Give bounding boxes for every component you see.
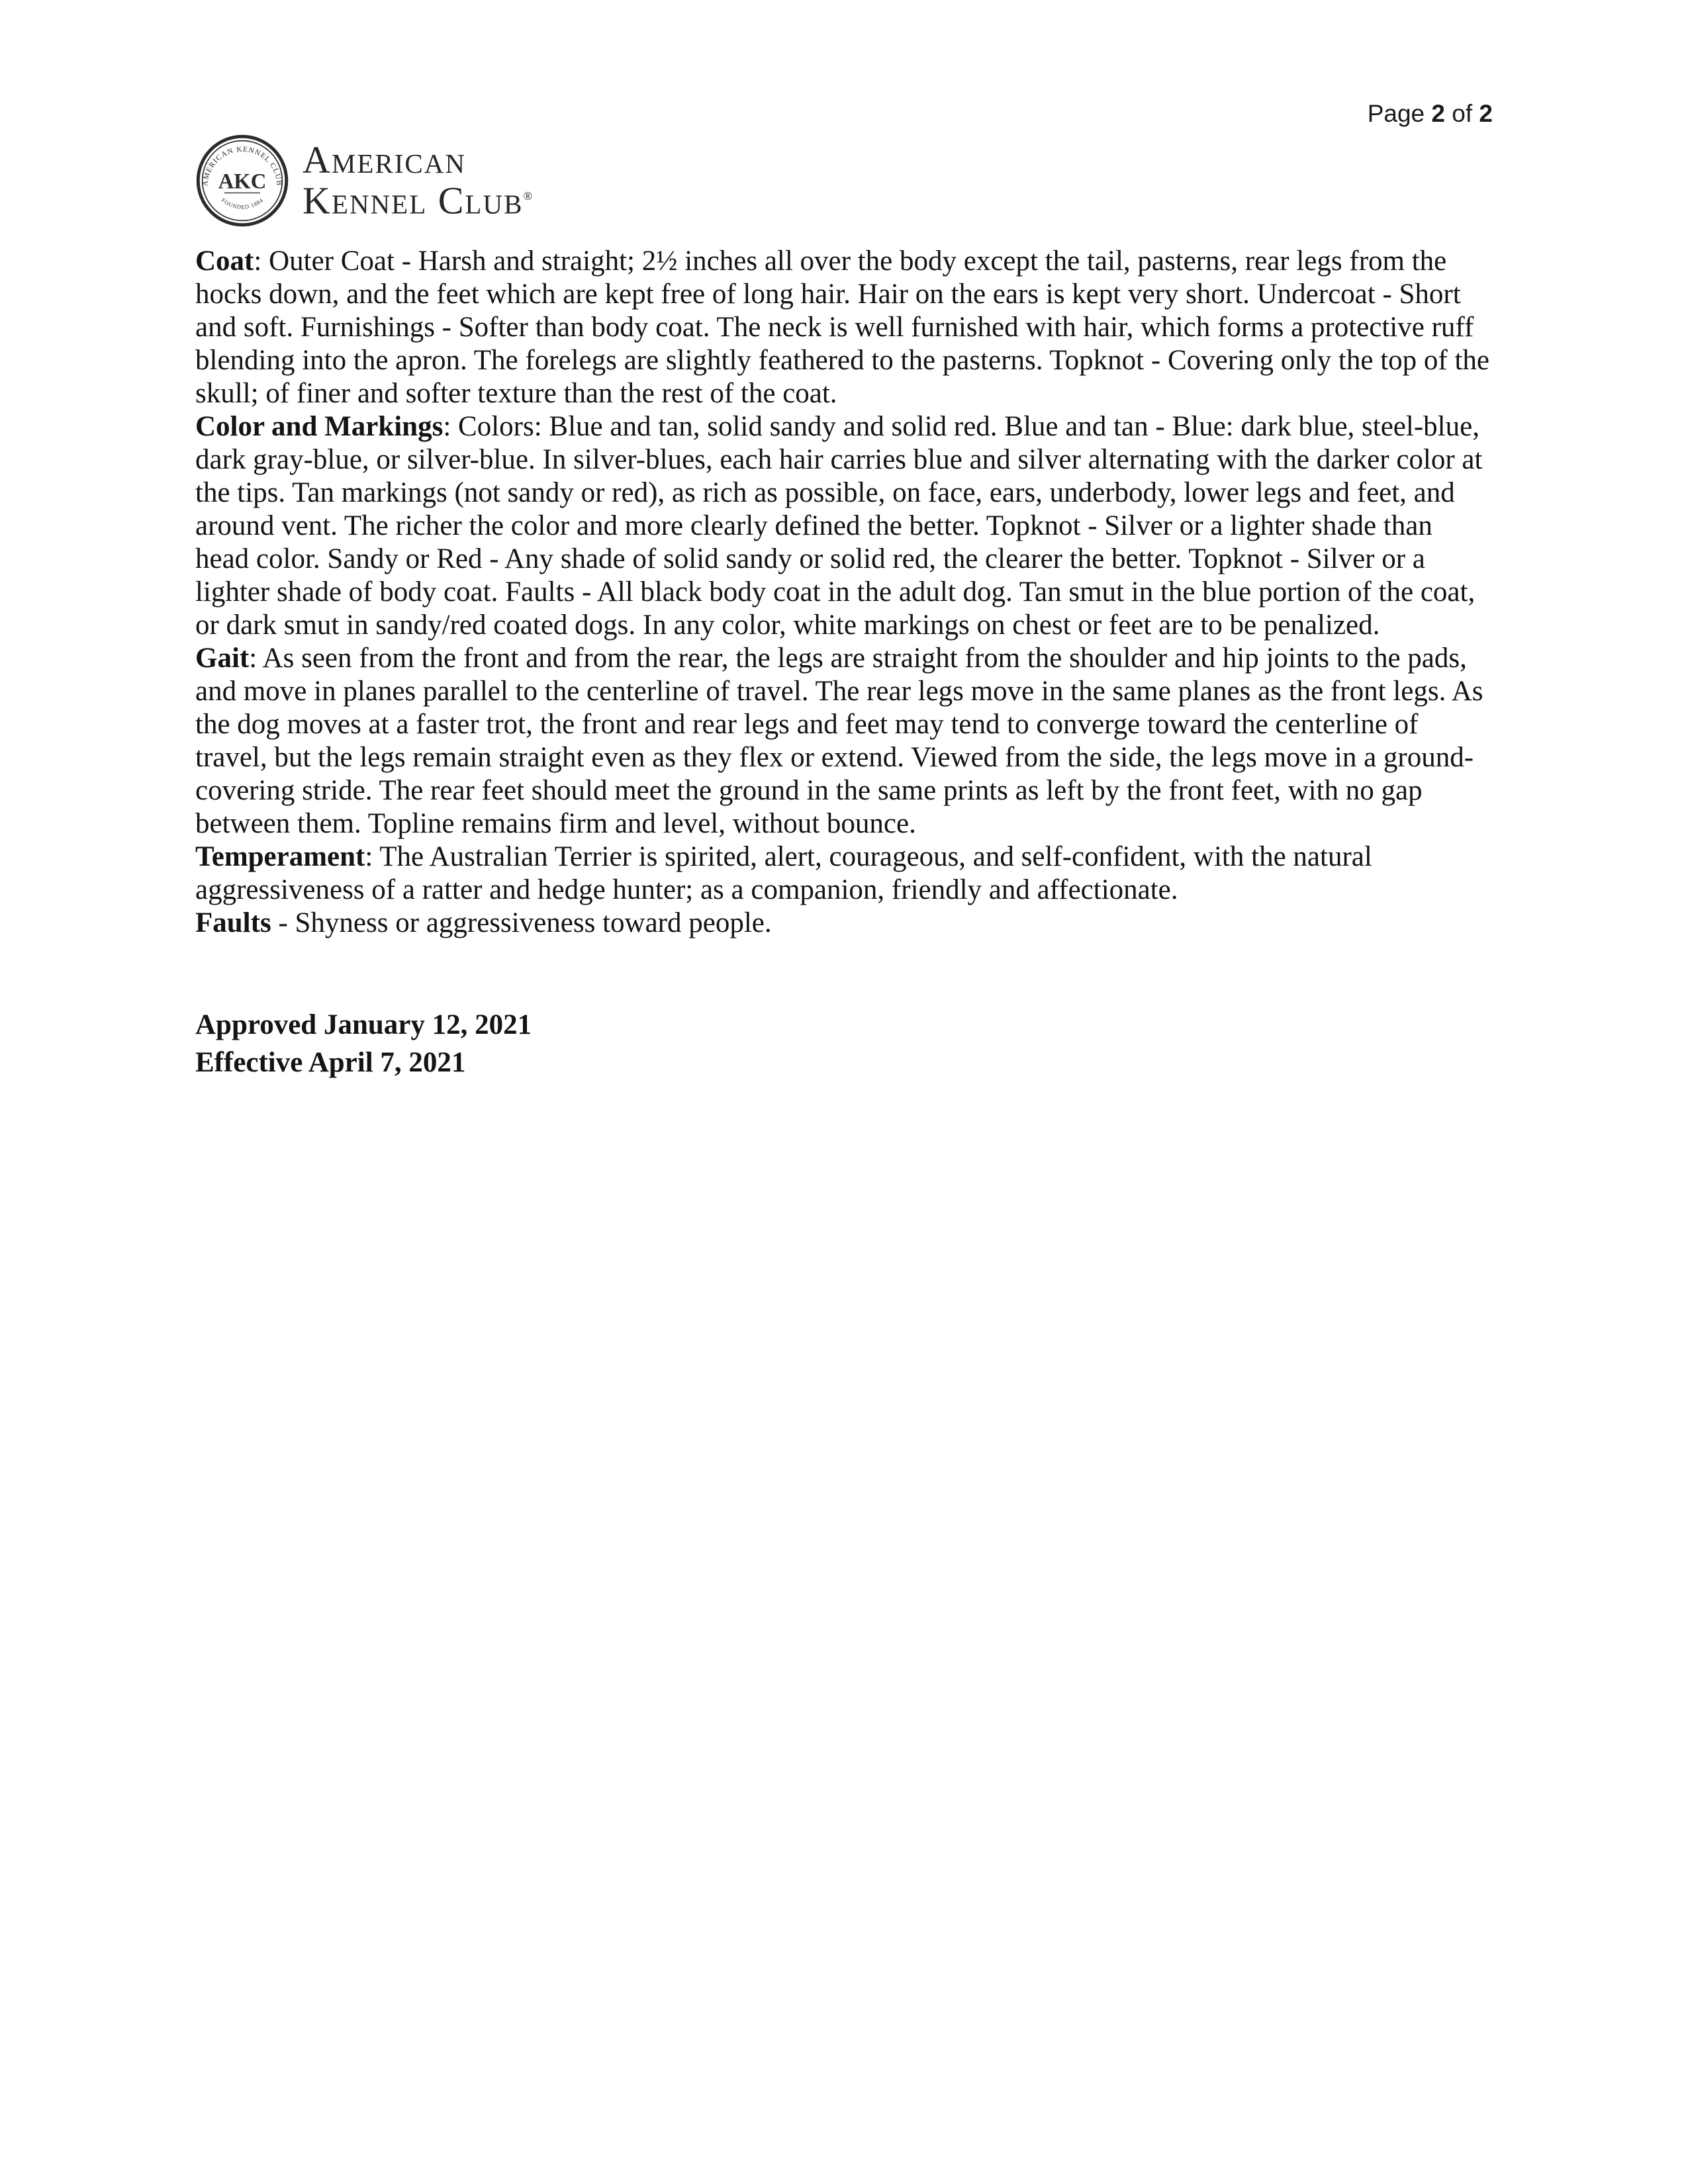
- paragraph-temperament: [195, 841, 1493, 907]
- paragraph-color-and-markings: [195, 410, 1493, 642]
- page-label-prefix: Page: [1367, 100, 1432, 127]
- paragraph-text-color-and-markings: : Colors: Blue and tan, solid sandy and solid red. Blue and tan - Blue: dark blue, steel-blue, dark gray-blue, or silver-blue. In silver-blues, each hair carries blue and silver alternating with the darker color at the tips. Tan markings (not sandy or red), as rich as possible, on face, ears, underbody, lower legs and feet, and around vent. The richer the color and more clearly defined the better. Topknot - Silver or a lighter shade than head color. Sandy or Red - Any shade of solid sandy or solid red, the clearer the better. Topknot - Silver or a lighter shade of body coat. Faults - All black body coat in the adult dog. Tan smut in the blue portion of the coat, or dark smut in sandy/red coated dogs. In any color, white markings on chest or feet are to be penalized.: [195, 411, 1483, 641]
- paragraph-text-coat: : Outer Coat - Harsh and straight; 2½ inches all over the body except the tail, pasterns, rear legs from the hocks down, and the feet which are kept free of long hair. Hair on the ears is kept very short. Undercoat - Short and soft. Furnishings - Softer than body coat. The neck is well furnished with hair, which forms a protective ruff blending into the apron. The forelegs are slightly feathered to the pasterns. Topknot - Covering only the top of the skull; of finer and softer texture than the rest of the coat.: [195, 246, 1490, 409]
- page-header: [195, 99, 1493, 128]
- paragraph-coat: [195, 245, 1493, 410]
- wordmark-line2-text: Kennel Club: [303, 179, 524, 222]
- effective-date-line: Effective April 7, 2021: [195, 1047, 466, 1078]
- registered-trademark-symbol: ®: [523, 189, 533, 203]
- paragraph-label-temperament: Temperament: [195, 841, 365, 872]
- paragraph-label-gait: Gait: [195, 643, 250, 674]
- akc-wordmark: [303, 138, 533, 222]
- seal-center-text: AKC: [218, 169, 267, 194]
- akc-logo: [195, 134, 1493, 228]
- wordmark-line2: [303, 178, 533, 222]
- seal-arc-top-text: AMERICAN KENNEL CLUB: [201, 145, 283, 187]
- paragraph-gait: [195, 642, 1493, 841]
- paragraph-label-faults: Faults: [195, 907, 271, 938]
- page-number-label: [1368, 100, 1493, 127]
- page-total: 2: [1479, 100, 1493, 127]
- document-body: [195, 245, 1493, 940]
- wordmark-line1: American: [303, 138, 466, 182]
- document-footer: [195, 1006, 1493, 1081]
- paragraph-label-color-and-markings: Color and Markings: [195, 411, 444, 442]
- paragraph-label-coat: Coat: [195, 246, 254, 277]
- paragraph-text-temperament: : The Australian Terrier is spirited, alert, courageous, and self-confident, with the natural aggressiveness of a ratter and hedge hunter; as a companion, friendly and affectionate.: [195, 841, 1372, 905]
- paragraph-text-faults: - Shyness or aggressiveness toward people.: [271, 907, 772, 938]
- approved-date-line: Approved January 12, 2021: [195, 1009, 532, 1040]
- seal-arc-bottom-text: FOUNDED 1884: [220, 197, 265, 210]
- page-label-middle: of: [1445, 100, 1479, 127]
- page-number: 2: [1431, 100, 1445, 127]
- paragraph-faults: [195, 907, 1493, 940]
- akc-seal-icon: [195, 134, 289, 228]
- paragraph-text-gait: : As seen from the front and from the rear, the legs are straight from the shoulder and hip joints to the pads, and move in planes parallel to the centerline of travel. The rear legs move in the same planes as the front legs. As the dog moves at a faster trot, the front and rear legs and feet may tend to converge toward the centerline of travel, but the legs remain straight even as they flex or extend. Viewed from the side, the legs move in a ground-covering stride. The rear feet should meet the ground in the same prints as left by the front feet, with no gap between them. Topline remains firm and level, without bounce.: [195, 643, 1483, 839]
